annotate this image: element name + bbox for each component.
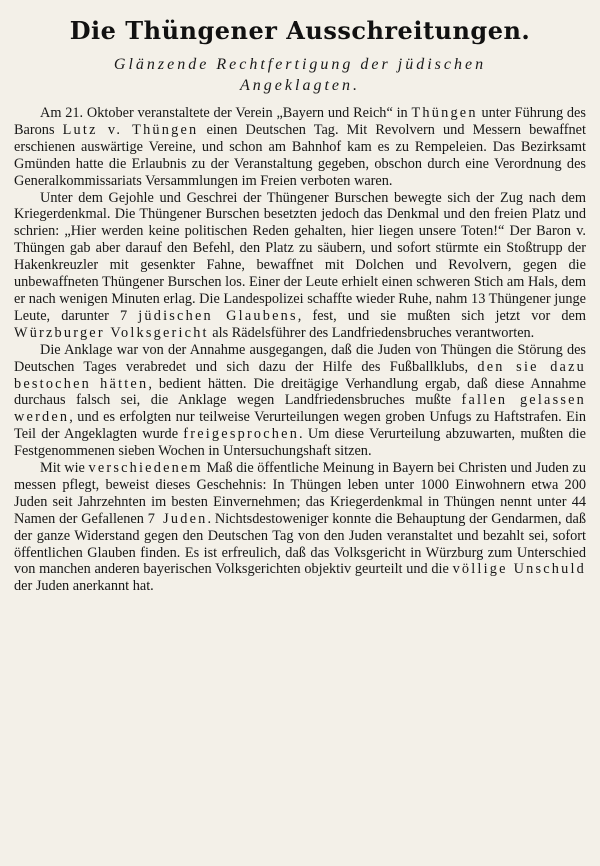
- text-run: unter Führung des Barons: [14, 105, 586, 138]
- text-run: , fest, und sie mußten sich jetzt vor dem: [297, 307, 587, 324]
- spaced-text: 7 Juden: [147, 510, 208, 527]
- text-run: . Nichtsdestoweniger konnte die Behauptung der Gendarmen, daß der ganze Widerstand gegen den Deutschen Tag von den Juden veranstaltet und bezahlt sei, sofort öffentlichen Glauben finden. Es ist erfreulich, daß das Volksgericht in Würzburg zum Unterschied von manchen anderen bayerischen Volksgerichten objektiv geurteilt und die: [14, 510, 586, 578]
- paragraph-1: [14, 105, 586, 190]
- text-run: als Rädelsführer des Landfriedensbruches verantworten.: [208, 324, 535, 341]
- text-run: Maß die öffentliche Meinung in Bayern bei Christen und Juden zu messen pflegt, beweist dieses Geschehnis: In Thüngen leben unter 1000 Einwohnern etwa 200 Juden seit Jahrzehnten im besten Einvernehmen; das Kriegerdenkmal in Thüngen nennt unter 44 Namen der Gefallenen: [14, 460, 586, 527]
- text-run: der Juden anerkannt hat.: [14, 578, 154, 595]
- text-run: , und es erfolgten nur teilweise Verurteilungen wegen groben Unfugs zu Haftstrafen. Ein Teil der Angeklagten wurde: [14, 409, 586, 443]
- headline: Die Thüngener Ausschreitungen.: [69, 16, 531, 45]
- text-run: , bedient hätten. Die dreitägige Verhandlung ergab, daß diese Annahme durchaus falsch sei, die Anklage wegen Landfriedensbruches mußte: [14, 375, 586, 409]
- subheadline-line-1: Glänzende Rechtfertigung der jüdischen: [113, 56, 487, 73]
- article-body: [14, 105, 586, 595]
- spaced-text: Lutz v. Thüngen: [62, 121, 199, 138]
- spaced-text: Würzburger Volksgericht: [14, 324, 209, 341]
- paragraph-3: [14, 342, 586, 460]
- spaced-text: jüdischen Glaubens: [138, 307, 298, 324]
- subheadline-line-2: Angeklagten.: [240, 77, 360, 94]
- text-run: Unter dem Gejohle und Geschrei der Thüngener Burschen bewegte sich der Zug nach dem Kriegerdenkmal. Die Thüngener Burschen besetzten jedoch das Denkmal und den freien Platz und schrien: „Hier werden keine politischen Reden gehalten, hier liegen unsere Toten!“ Der Baron v. Thüngen gab aber darauf den Befehl, den Platz zu säubern, und sofort stürmte ein Stoßtrupp der Hakenkreuzler mit gesenkter Fahne, bewaffnet mit Dolchen und Revolvern, gegen die unbewaffneten Thüngener Burschen los. Einer der Leute erhielt einen schweren Stich am Hals, dem er nach wenigen Minuten erlag. Die Landespolizei schaffte wieder Ruhe, nahm 13 Thüngener junge Leute, darunter 7: [14, 189, 586, 324]
- spaced-text: völlige Unschuld: [452, 561, 586, 578]
- text-run: Am 21. Oktober veranstaltete der Verein „Bayern und Reich“ in: [40, 105, 412, 121]
- spaced-text: freigesprochen: [183, 426, 300, 443]
- text-run: . Um diese Verurteilung abzuwarten, mußten die Festgenommenen sieben Wochen in Untersuchungshaft sitzen.: [14, 426, 586, 460]
- text-run: Die Anklage war von der Annahme ausgegangen, daß die Juden von Thüngen die Störung des Deutschen Tages verabredet und sich dazu der Hilfe des Fußballklubs,: [14, 341, 586, 375]
- text-run: Mit wie: [40, 460, 89, 477]
- spaced-text: fallen gelassen werden: [14, 392, 586, 426]
- spaced-text: Thüngen: [411, 105, 478, 121]
- text-run: einen Deutschen Tag. Mit Revolvern und Messern bewaffnet erschienen auswärtige Vereine, und schon am Bahnhof kam es zu Rempeleien. Das Bezirksamt Gmünden hatte die Erlaubnis zu der Veranstaltung gegeben, obschon durch eine Verordnung des Generalkommissariats Versammlungen im Freien verboten waren.: [14, 121, 587, 189]
- spaced-text: den sie dazu bestochen hätten: [14, 358, 586, 392]
- subheadline: [14, 54, 586, 96]
- paragraph-2: [14, 190, 586, 342]
- paragraph-4: [14, 460, 586, 595]
- spaced-text: verschiedenem: [88, 460, 203, 477]
